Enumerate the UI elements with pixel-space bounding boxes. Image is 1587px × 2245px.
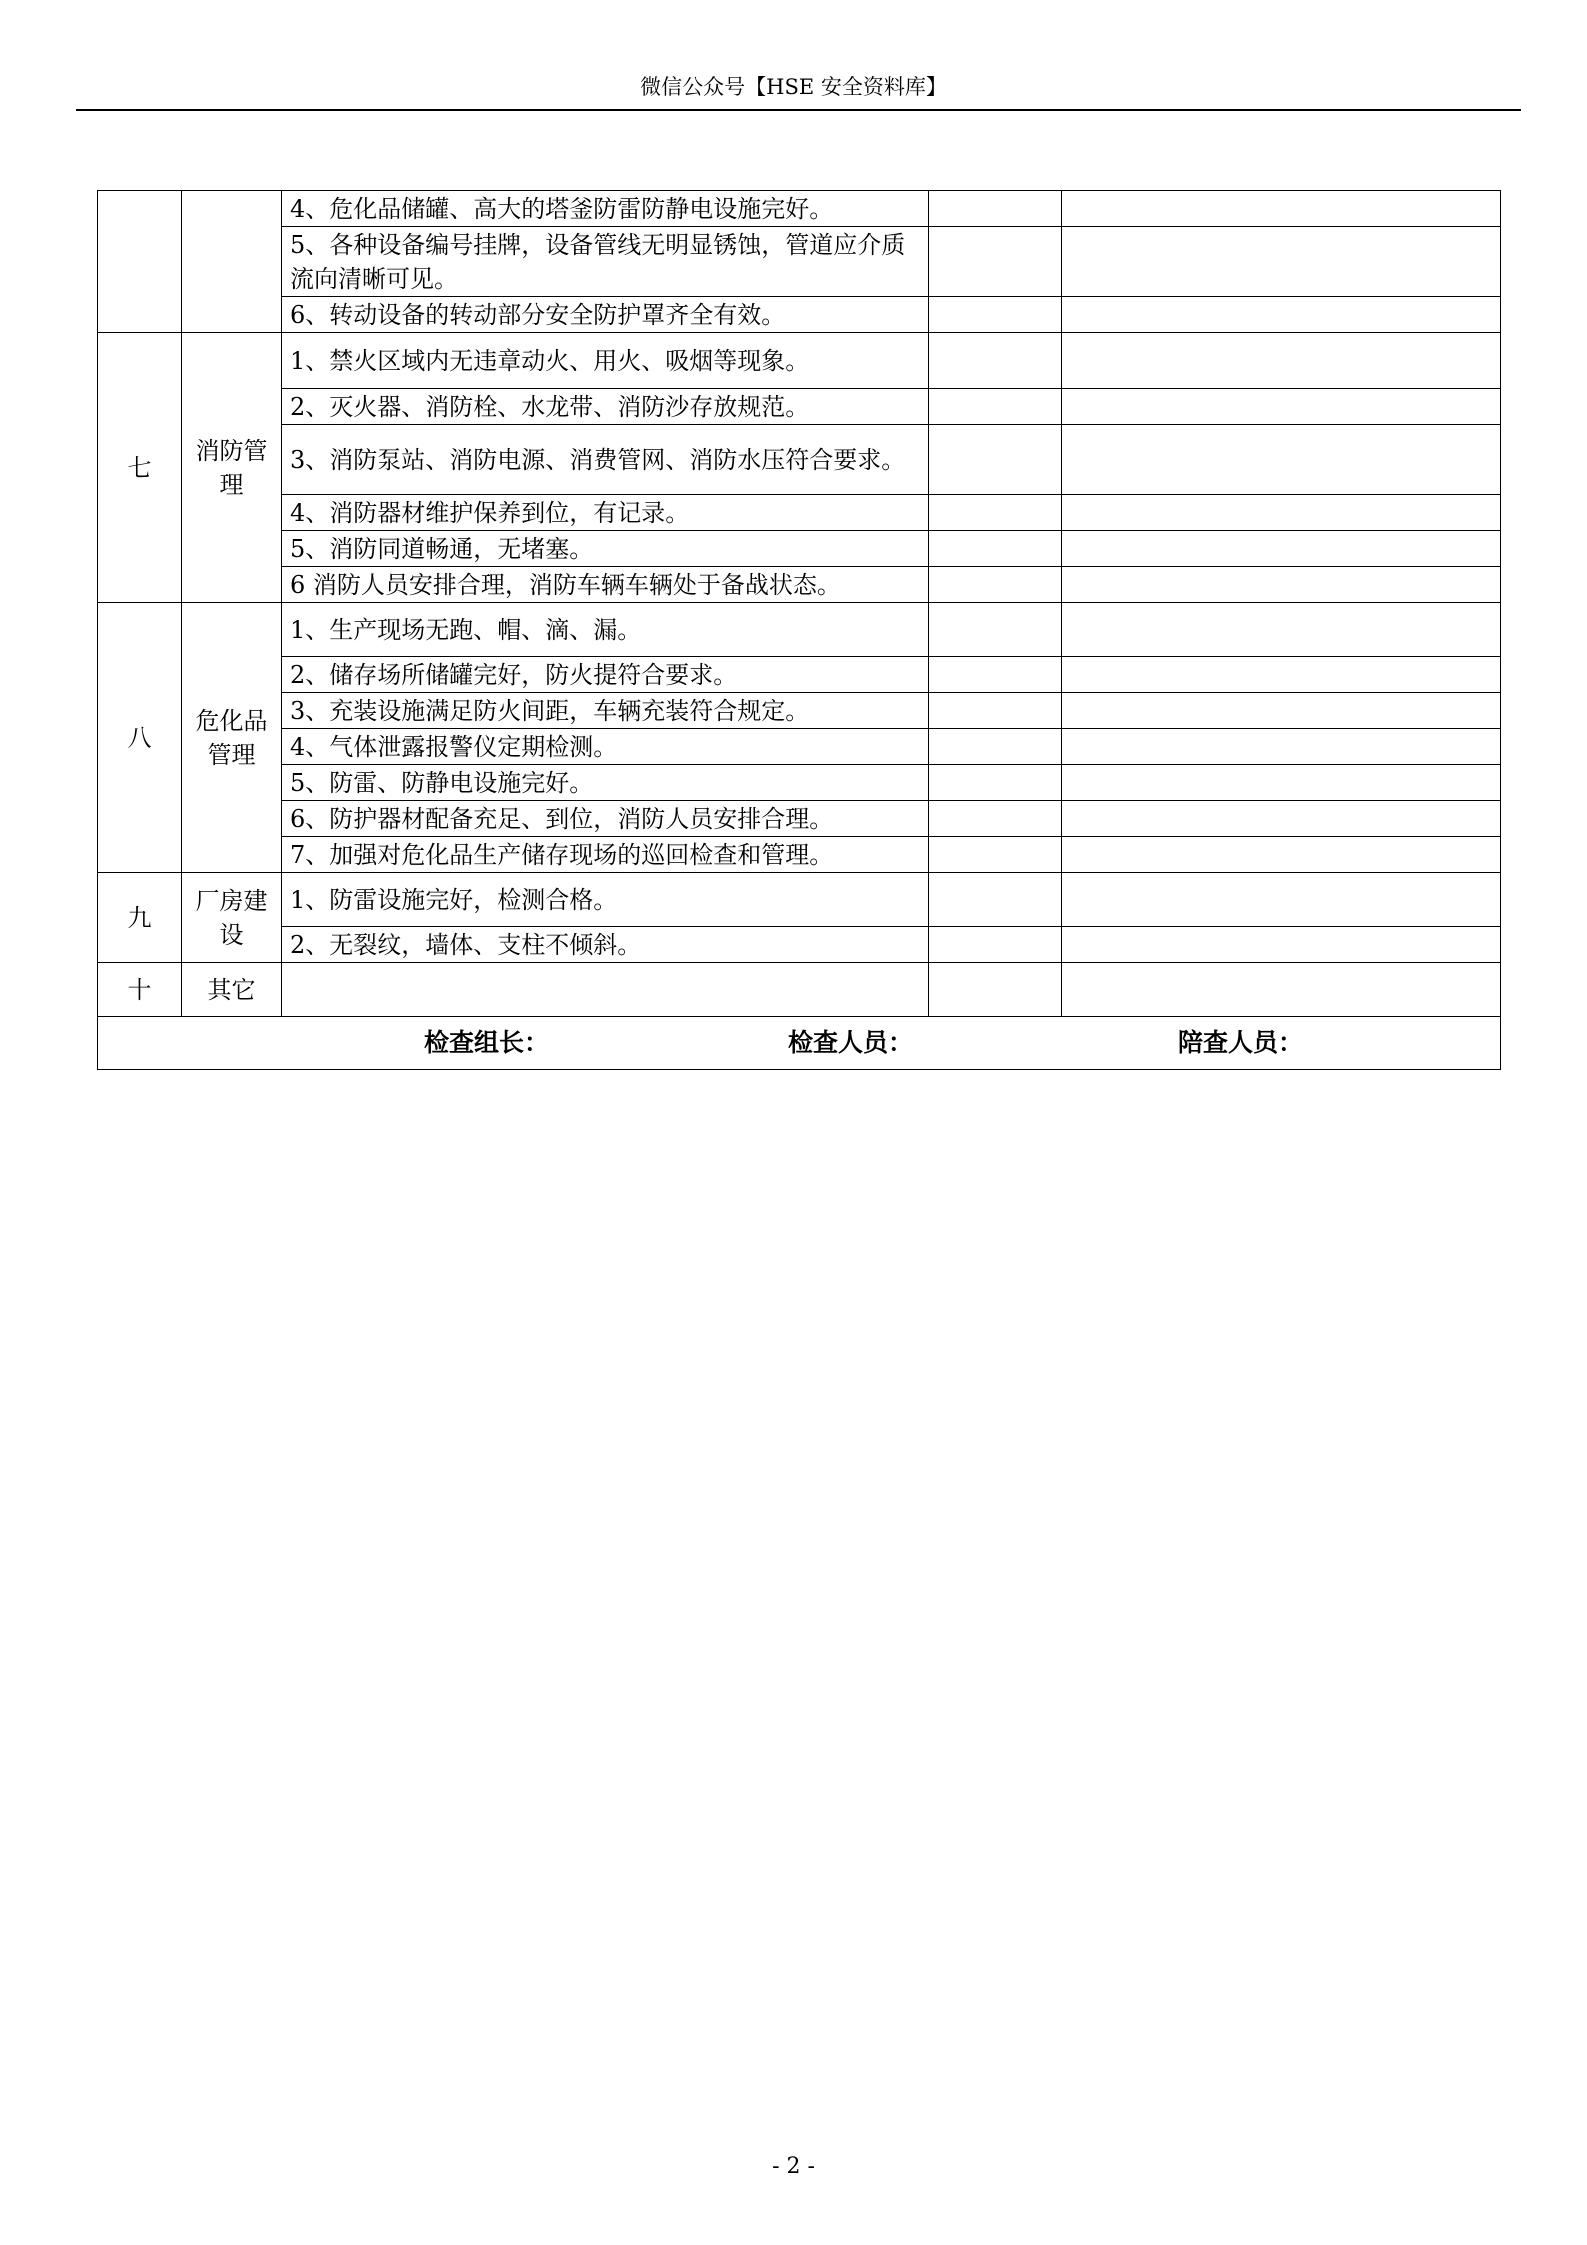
result-cell [929,495,1062,531]
remark-cell [1062,531,1501,567]
result-cell [929,297,1062,333]
table-row [98,873,1501,927]
result-cell [929,837,1062,873]
table-row [98,603,1501,657]
result-cell [929,333,1062,389]
item-cell: 7、加强对危化品生产储存现场的巡回检查和管理。 [282,837,929,873]
inspection-leader-label: 检查组长： [424,1028,550,1057]
item-cell: 5、消防同道畅通，无堵塞。 [282,531,929,567]
table-row [98,389,1501,425]
remark-cell [1062,297,1501,333]
table-row [98,927,1501,963]
item-cell: 3、充装设施满足防火间距，车辆充装符合规定。 [282,693,929,729]
result-cell [929,729,1062,765]
item-cell: 1、禁火区域内无违章动火、用火、吸烟等现象。 [282,333,929,389]
item-cell: 1、生产现场无跑、帽、滴、漏。 [282,603,929,657]
item-cell: 4、消防器材维护保养到位，有记录。 [282,495,929,531]
table-row [98,227,1501,297]
section-category: 其它 [182,963,282,1017]
accompanying-inspector-label: 陪查人员： [1178,1028,1304,1057]
section-number: 十 [98,963,182,1017]
table-row [98,693,1501,729]
item-cell: 2、储存场所储罐完好，防火提符合要求。 [282,657,929,693]
remark-cell [1062,567,1501,603]
table-row [98,963,1501,1017]
result-cell [929,567,1062,603]
table-row [98,729,1501,765]
result-cell [929,389,1062,425]
result-cell [929,603,1062,657]
item-cell: 4、气体泄露报警仪定期检测。 [282,729,929,765]
remark-cell [1062,765,1501,801]
remark-cell [1062,729,1501,765]
signature-cell [98,1017,1501,1070]
result-cell [929,191,1062,227]
remark-cell [1062,603,1501,657]
number-cell [98,191,182,333]
remark-cell [1062,873,1501,927]
item-cell: 1、防雷设施完好，检测合格。 [282,873,929,927]
remark-cell [1062,657,1501,693]
result-cell [929,765,1062,801]
item-cell: 6、转动设备的转动部分安全防护罩齐全有效。 [282,297,929,333]
item-cell: 6 消防人员安排合理，消防车辆车辆处于备战状态。 [282,567,929,603]
section-number: 七 [98,333,182,603]
remark-cell [1062,227,1501,297]
result-cell [929,873,1062,927]
table-row [98,801,1501,837]
section-category: 危化品管理 [182,603,282,873]
remark-cell [1062,191,1501,227]
remark-cell [1062,801,1501,837]
result-cell [929,531,1062,567]
item-cell: 2、无裂纹，墙体、支柱不倾斜。 [282,927,929,963]
section-category: 消防管理 [182,333,282,603]
table-row [98,765,1501,801]
item-cell: 5、防雷、防静电设施完好。 [282,765,929,801]
result-cell [929,693,1062,729]
table-row [98,425,1501,495]
item-cell: 5、各种设备编号挂牌，设备管线无明显锈蚀，管道应介质流向清晰可见。 [282,227,929,297]
table-row [98,495,1501,531]
section-category: 厂房建设 [182,873,282,963]
result-cell [929,425,1062,495]
inspection-table [97,190,1501,1070]
table-row [98,531,1501,567]
result-cell [929,227,1062,297]
signature-row [98,1017,1501,1070]
page-number: - 2 - [772,2154,815,2179]
remark-cell [1062,837,1501,873]
table-row [98,297,1501,333]
table-row [98,657,1501,693]
result-cell [929,927,1062,963]
result-cell [929,657,1062,693]
table-row [98,837,1501,873]
item-cell: 3、消防泵站、消防电源、消费管网、消防水压符合要求。 [282,425,929,495]
category-cell [182,191,282,333]
section-number: 八 [98,603,182,873]
remark-cell [1062,495,1501,531]
table-row [98,567,1501,603]
item-cell: 4、危化品储罐、高大的塔釜防雷防静电设施完好。 [282,191,929,227]
remark-cell [1062,693,1501,729]
remark-cell [1062,389,1501,425]
item-cell: 6、防护器材配备充足、到位，消防人员安排合理。 [282,801,929,837]
remark-cell [1062,927,1501,963]
remark-cell [1062,425,1501,495]
section-number: 九 [98,873,182,963]
result-cell [929,963,1062,1017]
item-cell [282,963,929,1017]
header-rule [76,109,1521,111]
inspector-label: 检查人员： [788,1028,914,1057]
page-header: 微信公众号【HSE 安全资料库】 [640,75,947,99]
item-cell: 2、灭火器、消防栓、水龙带、消防沙存放规范。 [282,389,929,425]
remark-cell [1062,963,1501,1017]
remark-cell [1062,333,1501,389]
result-cell [929,801,1062,837]
table-row [98,333,1501,389]
table-row [98,191,1501,227]
